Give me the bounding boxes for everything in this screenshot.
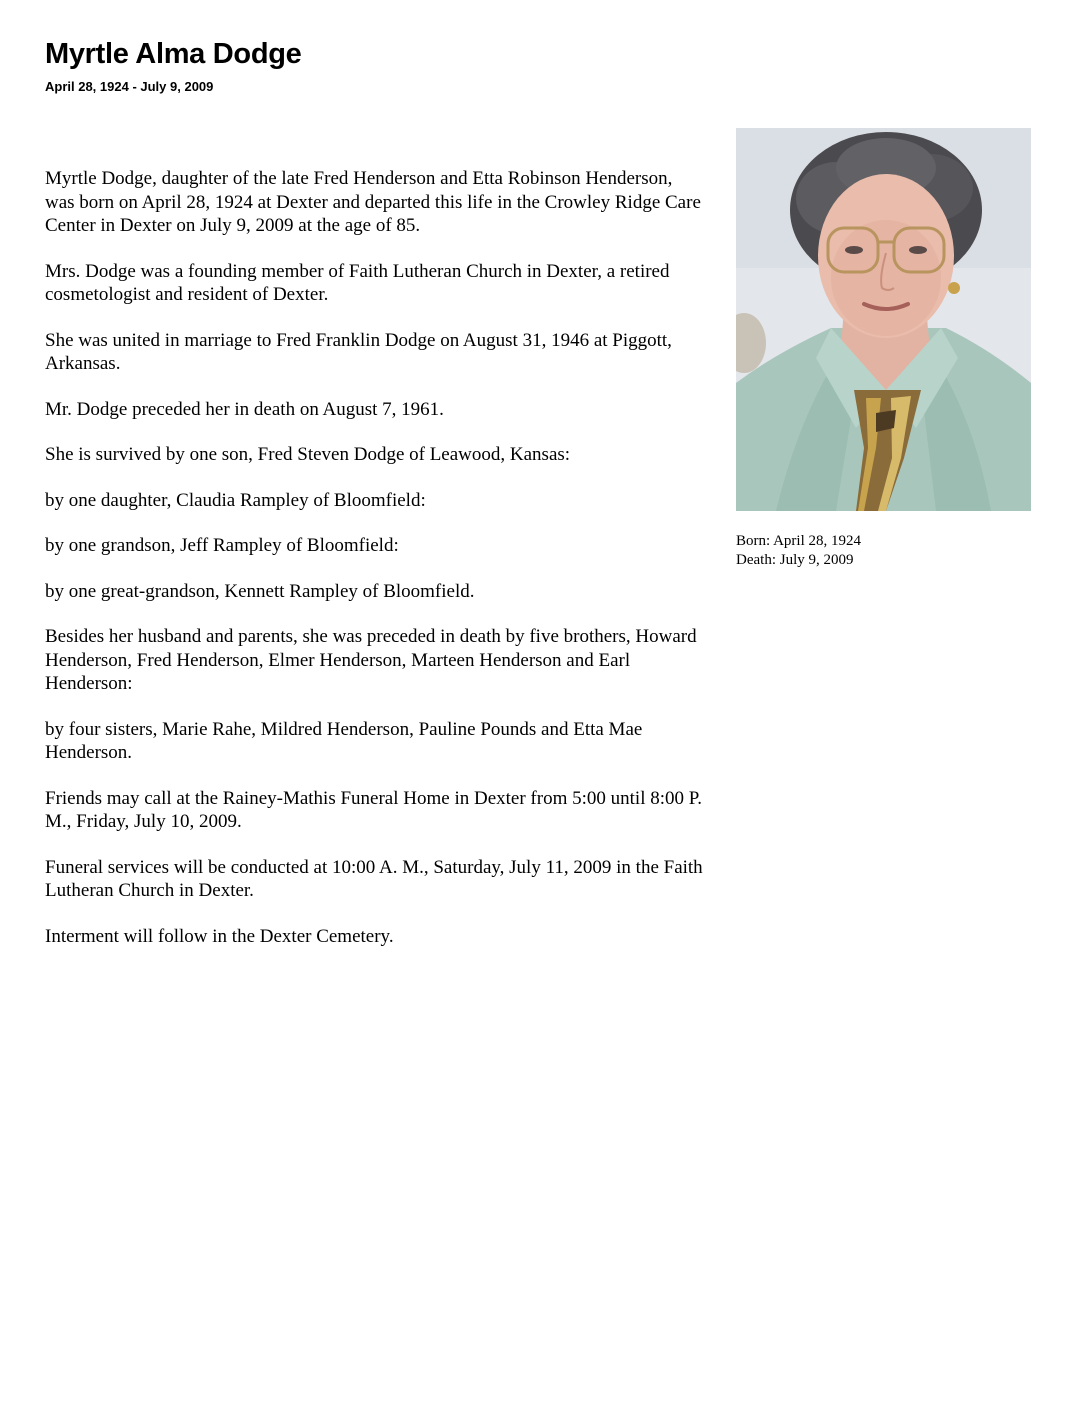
obituary-text [45, 167, 705, 970]
obituary-paragraph: Funeral services will be conducted at 10:00 A. M., Saturday, July 11, 2009 in the Faith Lutheran Church in Dexter. [45, 856, 703, 901]
obituary-paragraph: Friends may call at the Rainey-Mathis Funeral Home in Dexter from 5:00 until 8:00 P. M., Friday, July 10, 2009. [45, 787, 702, 832]
portrait-photo [736, 128, 1031, 511]
obituary-paragraph: by one grandson, Jeff Rampley of Bloomfield: [45, 535, 399, 556]
obituary-paragraph: by four sisters, Marie Rahe, Mildred Henderson, Pauline Pounds and Etta Mae Henderson. [45, 718, 643, 763]
obituary-paragraph: Myrtle Dodge, daughter of the late Fred Henderson and Etta Robinson Henderson, was born on April 28, 1924 at Dexter and departed this life in the Crowley Ridge Care Center in Dexter on July 9, 2009 at the age of 85. [45, 168, 701, 236]
death-date-caption: Death: July 9, 2009 [736, 552, 854, 568]
obituary-paragraph: She is survived by one son, Fred Steven Dodge of Leawood, Kansas: [45, 444, 571, 465]
birth-date-caption: Born: April 28, 1924 [736, 533, 862, 549]
obituary-paragraph: by one great-grandson, Kennett Rampley of Bloomfield. [45, 580, 475, 602]
obituary-paragraph: Mrs. Dodge was a founding member of Faith Lutheran Church in Dexter, a retired cosmetologist and resident of Dexter. [45, 260, 670, 305]
obituary-paragraph: Mr. Dodge preceded her in death on August 7, 1961. [45, 398, 444, 420]
photo-caption [736, 532, 861, 570]
life-dates: April 28, 1924 - July 9, 2009 [45, 79, 214, 94]
deceased-name: Myrtle Alma Dodge [45, 38, 302, 70]
obituary-paragraph: She was united in marriage to Fred Franklin Dodge on August 31, 1946 at Piggott, Arkansas. [45, 329, 672, 374]
obituary-paragraph: Besides her husband and parents, she was preceded in death by five brothers, Howard Henderson, Fred Henderson, Elmer Henderson, Marteen Henderson and Earl Henderson: [45, 626, 697, 694]
obituary-paragraph: by one daughter, Claudia Rampley of Bloomfield: [45, 489, 426, 511]
obituary-paragraph: Interment will follow in the Dexter Cemetery. [45, 925, 394, 947]
